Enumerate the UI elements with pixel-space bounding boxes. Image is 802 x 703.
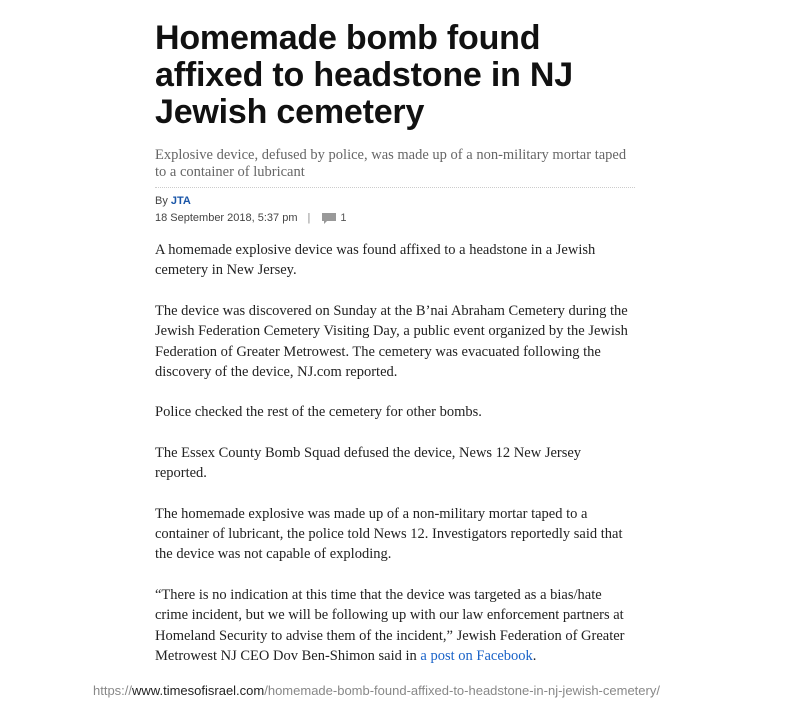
paragraph: The Essex County Bomb Squad defused the device, News 12 New Jersey reported.	[155, 444, 582, 482]
page-url	[93, 683, 660, 699]
paragraph-end: .	[532, 648, 537, 665]
paragraph: The device was discovered on Sunday at the B’nai Abraham Cemetery during the Jewish Federation Cemetery Visiting Day, a public event organized by the Jewish Federation of Greater Metrowest. The cemetery was evacuated following the discovery of the device, NJ.com reported.	[155, 302, 628, 381]
byline	[155, 194, 635, 209]
subheadline: Explosive device, defused by police, was made up of a non-military mortar taped to a container of lubricant	[155, 147, 635, 188]
separator: |	[307, 212, 311, 224]
url-path: /homemade-bomb-found-affixed-to-headstone-in-nj-jewish-cemetery/	[264, 683, 660, 698]
paragraph: A homemade explosive device was found affixed to a headstone in a Jewish cemetery in New Jersey.	[155, 242, 596, 279]
url-scheme: https://	[93, 683, 133, 698]
headline: Homemade bomb found affixed to headstone in NJ Jewish cemetery	[155, 19, 573, 131]
comment-count: 1	[340, 212, 347, 224]
comments-link[interactable]	[318, 211, 346, 226]
paragraph: The homemade explosive was made up of a non-military mortar taped to a container of lubricant, the police told News 12. Investigators reportedly said that the device was not capable of exploding.	[155, 505, 623, 563]
facebook-post-link[interactable]: a post on Facebook	[420, 648, 533, 665]
article-body	[155, 240, 635, 667]
url-domain: www.timesofisrael.com	[132, 683, 265, 698]
paragraph	[155, 585, 635, 667]
byline-prefix: By	[155, 195, 168, 207]
dateline	[155, 211, 635, 226]
publish-date: 18 September 2018, 5:37 pm	[155, 212, 298, 224]
article	[155, 20, 635, 687]
author-link[interactable]: JTA	[170, 195, 191, 207]
paragraph: Police checked the rest of the cemetery for other bombs.	[155, 404, 482, 421]
paragraph-text: “There is no indication at this time that the device was targeted as a bias/hate crime incident, but we will be following up with our law enforcement partners at Homeland Security to advise them of the incident,” Jewish Federation of Greater Metrowest NJ CEO Dov Ben-Shimon said in	[155, 586, 625, 665]
comment-icon	[322, 213, 336, 224]
